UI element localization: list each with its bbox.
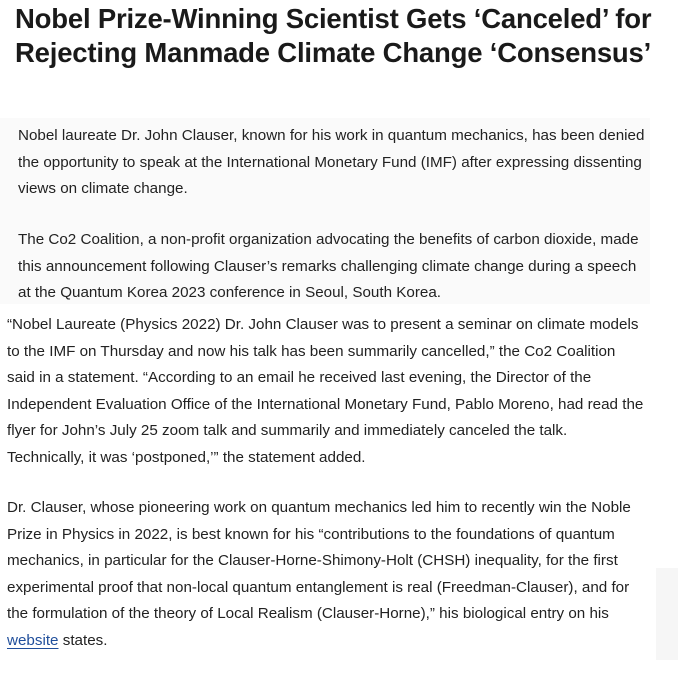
article-paragraph-4 — [7, 495, 647, 654]
article-headline: Nobel Prize-Winning Scientist Gets ‘Canceled’ for Rejecting Manmade Climate Change ‘Consensus’ — [15, 3, 652, 68]
article-paragraph-1: Nobel laureate Dr. John Clauser, known for his work in quantum mechanics, has been denied the opportunity to speak at the International Monetary Fund (IMF) after expressing dissenting views on climate change. — [18, 127, 645, 197]
article-paragraph-2: The Co2 Coalition, a non-profit organization advocating the benefits of carbon dioxide, made this announcement following Clauser’s remarks challenging climate change during a speech at the Quantum Korea 2023 conference in Seoul, South Korea. — [18, 231, 639, 301]
right-edge-shade — [656, 568, 678, 660]
article-paragraph-4-text: Dr. Clauser, whose pioneering work on quantum mechanics led him to recently win the Noble Prize in Physics in 2022, is best known for his “contributions to the foundations of quantum mechanics, in particular for the Clauser-Horne-Shimony-Holt (CHSH) inequality, for the first experimental proof that non-local quantum entanglement is real (Freedman-Clauser), and for the formulation of the theory of Local Realism (Clauser-Horne),” his biological entry on his — [7, 499, 631, 622]
article-paragraph-3: “Nobel Laureate (Physics 2022) Dr. John Clauser was to present a seminar on climate models to the IMF on Thursday and now his talk has been summarily cancelled,” the Co2 Coalition said in a statement. “According to an email he received last evening, the Director of the Independent Evaluation Office of the International Monetary Fund, Pablo Moreno, had read the flyer for John’s July 25 zoom talk and summarily and immediately canceled the talk. Technically, it was ‘postponed,’” the statement added. — [7, 316, 644, 466]
article-paragraph-4-ending: states. — [58, 631, 108, 649]
website-link[interactable]: website — [7, 631, 59, 649]
